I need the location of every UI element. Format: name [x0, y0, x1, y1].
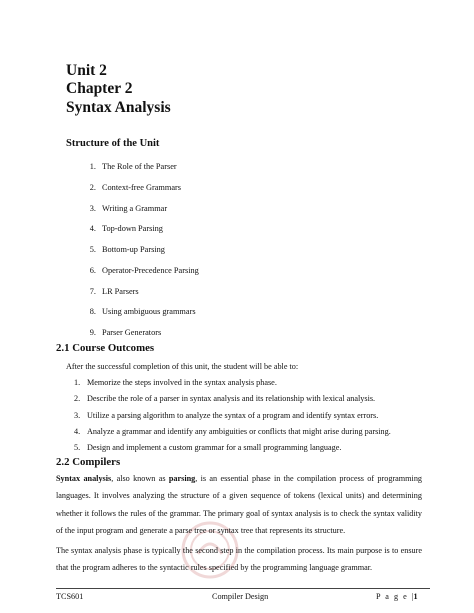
structure-item-number: 6.: [89, 266, 96, 275]
structure-item: [88, 287, 139, 296]
footer-rule: [56, 588, 430, 589]
structure-item: [88, 328, 161, 337]
outcome-item: [74, 443, 341, 452]
outcomes-intro: After the successful completion of this unit, the student will be able to:: [66, 362, 299, 371]
page-number: 1: [413, 592, 418, 601]
outcome-item-number: 4.: [74, 427, 81, 436]
structure-heading: Structure of the Unit: [66, 138, 160, 149]
structure-item-text: Top-down Parsing: [102, 224, 163, 233]
structure-item-number: 7.: [89, 287, 96, 296]
paragraph-text: , also known as: [111, 474, 169, 483]
structure-item-number: 5.: [89, 245, 96, 254]
compilers-paragraph-1: [56, 470, 422, 539]
outcome-item: [74, 378, 277, 387]
structure-item-number: 4.: [89, 224, 96, 233]
structure-item-text: The Role of the Parser: [102, 162, 177, 171]
outcome-item-text: Design and implement a custom grammar for a small programming language.: [87, 443, 342, 452]
structure-item-text: Bottom-up Parsing: [102, 245, 165, 254]
structure-item: [88, 224, 163, 233]
footer-page-number: [376, 592, 418, 601]
term-parsing: parsing: [168, 474, 196, 483]
structure-item-text: LR Parsers: [102, 287, 139, 296]
outcome-item-text: Memorize the steps involved in the syntax analysis phase.: [87, 378, 277, 387]
outcome-item-number: 5.: [74, 443, 81, 452]
chapter-heading: Chapter 2: [66, 80, 133, 97]
structure-item-number: 9.: [89, 328, 96, 337]
paragraph-text: , is an essential phase in the compilation process of programming languages. It involves analyzing the structure of a given sequence of tokens (lexical units) and determining whether it follows the rules of the grammar. The primary goal of syntax analysis is to check the syntax validity of the input program and generate a parse tree or syntax tree that represents its structure.: [56, 474, 423, 535]
page-label: P a g e: [376, 592, 409, 601]
outcome-item-text: Utilize a parsing algorithm to analyze the syntax of a program and identify syntax errors.: [87, 411, 379, 420]
chapter-title: Syntax Analysis: [66, 99, 171, 116]
structure-item: [88, 204, 167, 213]
compilers-paragraph-2: The syntax analysis phase is typically the second step in the compilation process. Its main purpose is to ensure that the program adheres to the syntactic rules specified by the programming language grammar.: [56, 546, 422, 573]
structure-item-text: Context-free Grammars: [102, 183, 182, 192]
structure-item-text: Parser Generators: [102, 328, 162, 337]
structure-item: [88, 307, 196, 316]
unit-heading: Unit 2: [66, 62, 107, 79]
outcome-item-number: 1.: [74, 378, 81, 387]
structure-item-text: Writing a Grammar: [102, 204, 168, 213]
structure-item-text: Using ambiguous grammars: [102, 307, 196, 316]
outcome-item: [74, 411, 378, 420]
structure-item-text: Operator-Precedence Parsing: [102, 266, 199, 275]
outcome-item-text: Describe the role of a parser in syntax analysis and its relationship with lexical analysis.: [87, 394, 376, 403]
structure-item-number: 3.: [89, 204, 96, 213]
footer-course-code: TCS601: [56, 592, 84, 601]
compilers-heading: 2.2 Compilers: [56, 456, 121, 468]
footer-course-name: Compiler Design: [212, 592, 269, 601]
structure-item: [88, 162, 177, 171]
outcome-item: [74, 427, 391, 436]
structure-item: [88, 245, 165, 254]
structure-item: [88, 266, 199, 275]
outcome-item: [74, 394, 375, 403]
page-separator: |: [411, 592, 414, 601]
outcome-item-text: Analyze a grammar and identify any ambiguities or conflicts that might arise during parsing.: [87, 427, 391, 436]
term-syntax-analysis: Syntax analysis: [56, 474, 112, 483]
structure-item-number: 8.: [89, 307, 96, 316]
structure-item: [88, 183, 181, 192]
structure-item-number: 1.: [89, 162, 96, 171]
course-outcomes-heading: 2.1 Course Outcomes: [56, 342, 155, 354]
structure-item-number: 2.: [89, 183, 96, 192]
outcome-item-number: 2.: [74, 394, 81, 403]
outcome-item-number: 3.: [74, 411, 81, 420]
